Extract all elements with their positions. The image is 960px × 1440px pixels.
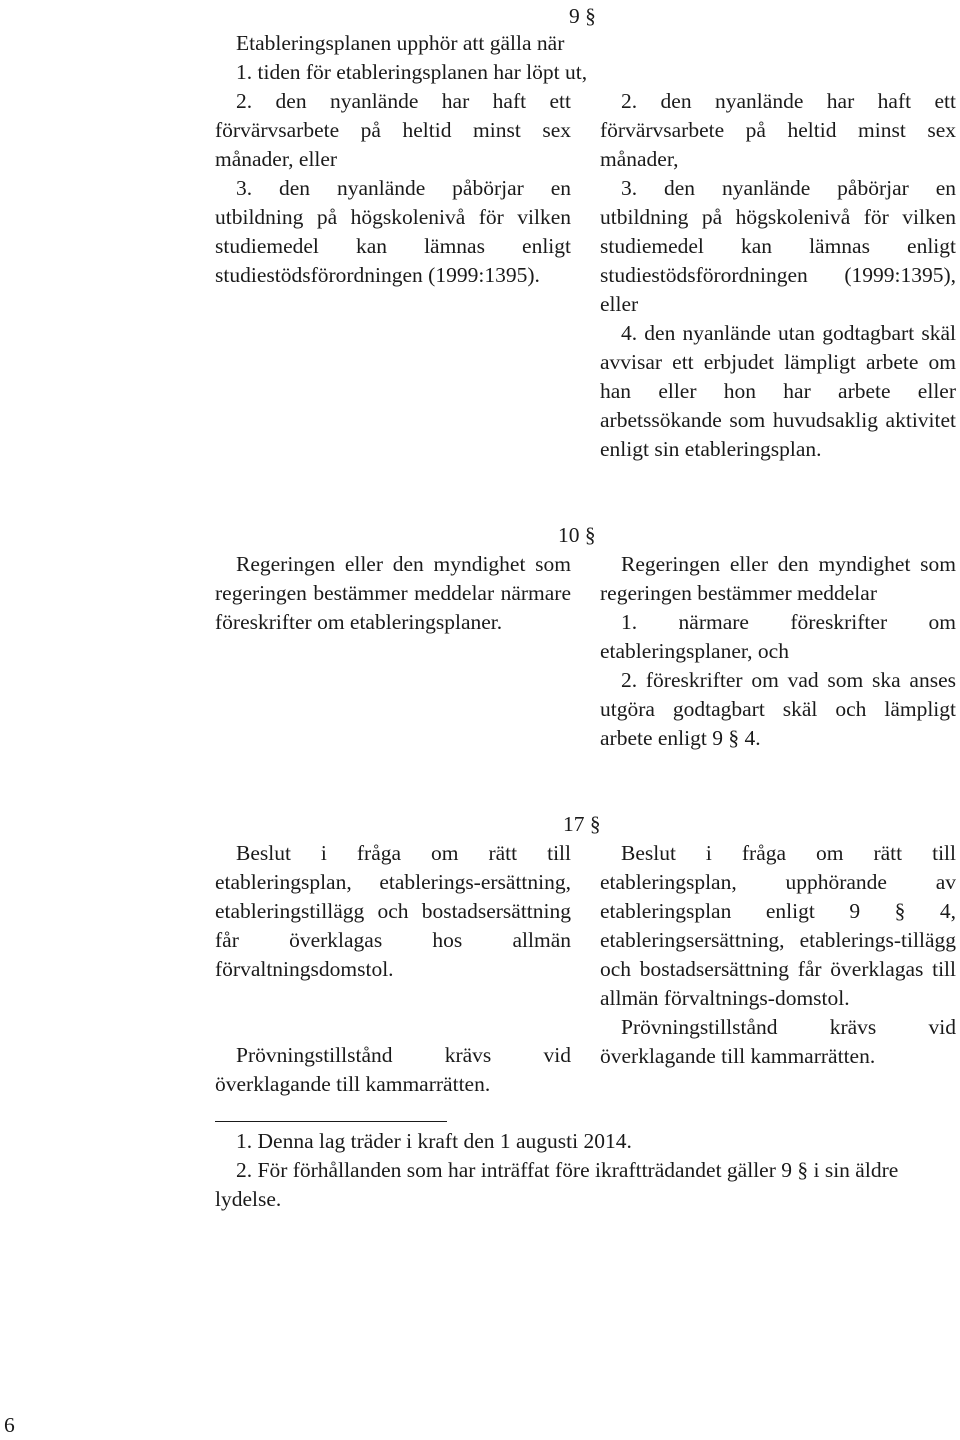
right-s17-p2: Prövningstillstånd krävs vid överklagande till kammarrätten. — [600, 1015, 956, 1068]
right-s10-intro: Regeringen eller den myndighet som regeringen bestämmer meddelar — [600, 552, 956, 605]
section-17-number: 17 — [563, 812, 585, 836]
section-17-heading — [563, 810, 601, 839]
section-9-heading — [569, 2, 596, 31]
page-number: 6 — [4, 1413, 15, 1437]
section-10-mark: § — [584, 523, 596, 547]
left-s9-intro: Etableringsplanen upphör att gälla när — [236, 31, 565, 55]
left-s9-item3: 3. den nyanlände påbörjar en utbildning på högskolenivå för vilken studiemedel kan lämnas enligt studiestödsförordningen (1999:1395). — [215, 176, 571, 287]
section-10-heading — [558, 521, 596, 550]
left-s17-p1 — [215, 839, 571, 984]
right-s17-p1: Beslut i fråga om rätt till etableringsplan, upphörande av etableringsplan enligt 9 § 4, etableringsersättning, etablerings-tillägg och bostadsersättning får överklagas till allmän förvaltnings-domstol. — [600, 841, 956, 1010]
section-17-mark: § — [589, 812, 601, 836]
right-s9-item3: 3. den nyanlände påbörjar en utbildning på högskolenivå för vilken studiemedel kan lämnas enligt studiestödsförordningen (1999:1395), eller — [600, 176, 956, 316]
left-s10-text: Regeringen eller den myndighet som regeringen bestämmer meddelar närmare föreskrifter om etableringsplaner. — [215, 552, 571, 634]
footnotes — [215, 1127, 955, 1214]
right-s10-item1: 1. närmare föreskrifter om etableringsplaner, och — [600, 610, 956, 663]
right-s10 — [600, 550, 956, 753]
section-9-number: 9 — [569, 4, 580, 28]
left-s9-item1: 1. tiden för etableringsplanen har löpt ut, — [236, 60, 588, 84]
left-s17-p1-text: Beslut i fråga om rätt till etableringsplan, etablerings-ersättning, etableringstillägg och bostadsersättning får överklagas hos allmän förvaltningsdomstol. — [215, 841, 571, 981]
section-9-mark: § — [585, 4, 596, 28]
footnote-2: 2. För förhållanden som har inträffat före ikraftträdandet gäller 9 § i sin äldre lydelse. — [215, 1158, 899, 1211]
left-s17-p2 — [215, 1041, 571, 1099]
section-10-number: 10 — [558, 523, 580, 547]
footnote-rule — [215, 1121, 447, 1122]
right-s9-items — [600, 87, 956, 464]
left-s9-item2: 2. den nyanlände har haft ett förvärvsarbete på heltid minst sex månader, eller — [215, 89, 571, 171]
left-s9-items — [215, 87, 571, 290]
left-s17-p2-text: Prövningstillstånd krävs vid överklagande till kammarrätten. — [215, 1043, 571, 1096]
right-s9-item2: 2. den nyanlände har haft ett förvärvsarbete på heltid minst sex månader, — [600, 89, 956, 171]
right-s17 — [600, 839, 956, 1071]
left-s10 — [215, 550, 571, 637]
right-s9-item4: 4. den nyanlände utan godtagbart skäl avvisar ett erbjudet lämpligt arbete om han eller hon har arbete eller arbetssökande som huvudsaklig aktivitet enligt sin etableringsplan. — [600, 321, 956, 461]
right-s10-item2: 2. föreskrifter om vad som ska anses utgöra godtagbart skäl och lämpligt arbete enligt 9 § 4. — [600, 668, 956, 750]
footnote-1: 1. Denna lag träder i kraft den 1 augusti 2014. — [236, 1129, 632, 1153]
